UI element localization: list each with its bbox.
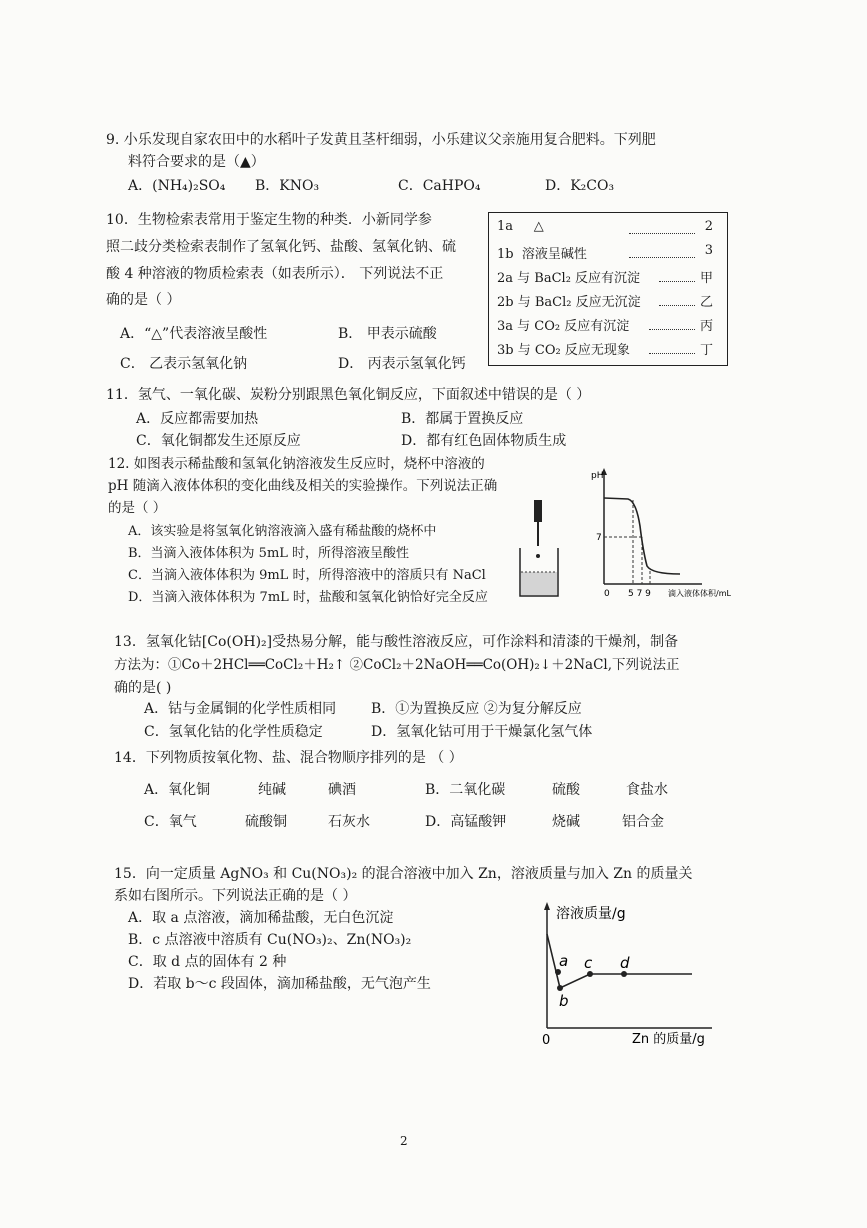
q14-option-a-1: A．氧化铜 xyxy=(144,782,211,798)
q14-option-c-2: 硫酸铜 xyxy=(245,814,287,830)
q15-option-a: A．取 a 点溶液，滴加稀盐酸，无白色沉淀 xyxy=(128,910,394,926)
drop xyxy=(536,554,540,558)
q14-option-c-3: 石灰水 xyxy=(328,814,370,830)
q15-stem-line2: 系如右图所示。下列说法正确的是（ ） xyxy=(114,888,357,904)
page-number: 2 xyxy=(400,1134,408,1148)
q11-option-d: D．都有红色固体物质生成 xyxy=(401,433,567,449)
q12-option-b: B．当滴入液体体积为 5mL 时，所得溶液呈酸性 xyxy=(128,546,410,561)
q10-option-c: C． 乙表示氢氧化钠 xyxy=(120,356,248,372)
y-tick-7: 7 xyxy=(596,533,602,543)
beaker-dropper-illustration xyxy=(514,498,564,602)
q14-option-c-1: C．氧气 xyxy=(144,814,197,830)
q14-option-a-3: 碘酒 xyxy=(328,782,356,798)
q9-option-d: D．K₂CO₃ xyxy=(545,178,615,194)
label-b: b xyxy=(559,992,569,1010)
key-row-1b-result: 3 xyxy=(704,243,713,258)
q15-option-c: C．取 d 点的固体有 2 种 xyxy=(128,954,287,970)
q13-stem-line3: 确的是( ) xyxy=(114,680,172,696)
x-axis-label: 滴入液体体积/mL xyxy=(668,589,731,598)
key-row-1a-result: 2 xyxy=(704,219,713,234)
key-row-1b: 1b 溶液呈碱性 xyxy=(497,247,587,262)
beaker-liquid xyxy=(521,572,557,595)
q12-stem-line2: pH 随滴入液体体积的变化曲线及相关的实验操作。下列说法正确 xyxy=(108,478,498,494)
q10-stem-line2: 照二歧分类检索表制作了氢氧化钙、盐酸、氢氧化钠、硫 xyxy=(106,239,456,255)
q9-stem-line1: 9. 小乐发现自家农田中的水稻叶子发黄且茎杆细弱，小乐建议父亲施用复合肥料。下列肥 xyxy=(106,132,656,148)
q12-option-a: A．该实验是将氢氧化钠溶液滴入盛有稀盐酸的烧杯中 xyxy=(128,524,437,539)
label-d: d xyxy=(620,954,630,972)
x-axis-label: Zn 的质量/g xyxy=(632,1032,705,1047)
q13-option-d: D．氢氧化钴可用于干燥氯化氢气体 xyxy=(371,724,593,740)
q9-option-b: B．KNO₃ xyxy=(255,178,320,194)
y-axis-label: pH xyxy=(591,471,604,481)
q14-option-a-2: 纯碱 xyxy=(258,782,286,798)
key-row-2a-result: 甲 xyxy=(699,271,713,286)
q14-option-d-2: 烧碱 xyxy=(552,814,580,830)
q10-option-b: B． 甲表示硫酸 xyxy=(338,326,437,342)
q11-option-c: C．氧化铜都发生还原反应 xyxy=(136,433,301,449)
q11-stem: 11．氢气、一氧化碳、炭粉分别跟黑色氧化铜反应，下面叙述中错误的是（ ） xyxy=(106,387,591,403)
q10-stem-line3: 酸 4 种溶液的物质检索表（如表所示）． 下列说法不正 xyxy=(106,266,444,282)
solution-mass-graph xyxy=(532,898,732,1052)
q10-option-a: A．“△”代表溶液呈酸性 xyxy=(120,326,268,342)
q13-stem-line1: 13．氢氧化钴[Co(OH)₂]受热易分解，能与酸性溶液反应，可作涂料和清漆的干燥剂，制备 xyxy=(114,634,679,650)
q12-stem-line3: 的是（ ） xyxy=(108,500,167,516)
q15-option-d: D．若取 b～c 段固体，滴加稀盐酸，无气泡产生 xyxy=(128,976,431,992)
q14-option-b-1: B．二氧化碳 xyxy=(425,782,506,798)
dropper-bulb xyxy=(534,500,542,522)
q12-stem-line1: 12. 如图表示稀盐酸和氢氧化钠溶液发生反应时，烧杯中溶液的 xyxy=(108,456,485,472)
key-row-2a: 2a 与 BaCl₂ 反应有沉淀 xyxy=(497,271,641,286)
q9-stem-line2: 料符合要求的是（▲） xyxy=(128,154,265,170)
q10-stem-line1: 10．生物检索表常用于鉴定生物的种类．小新同学参 xyxy=(106,212,432,228)
q14-option-b-3: 食盐水 xyxy=(626,782,668,798)
key-row-3b: 3b 与 CO₂ 反应无现象 xyxy=(497,343,630,358)
origin-label: 0 xyxy=(604,589,610,599)
key-row-3a-result: 丙 xyxy=(699,319,713,334)
q11-option-b: B．都属于置换反应 xyxy=(401,411,524,427)
y-axis-arrow xyxy=(544,902,550,910)
q12-option-c: C．当滴入液体体积为 9mL 时，所得溶液中的溶质只有 NaCl xyxy=(128,568,486,583)
key-row-1a: 1a △ xyxy=(497,219,544,234)
x-tick-labels: 5 7 9 xyxy=(628,589,651,599)
q10-key-table xyxy=(488,212,728,366)
ph-curve-graph xyxy=(590,466,750,600)
origin-label: 0 xyxy=(542,1033,551,1048)
q11-option-a: A．反应都需要加热 xyxy=(136,411,259,427)
key-row-3b-result: 丁 xyxy=(699,343,713,358)
q9-option-c: C．CaHPO₄ xyxy=(398,178,481,194)
q14-stem: 14．下列物质按氧化物、盐、混合物顺序排列的是 （ ） xyxy=(114,750,463,766)
q10-option-d: D． 丙表示氢氧化钙 xyxy=(338,356,466,372)
point-b xyxy=(557,985,563,991)
q14-option-d-1: D．高锰酸钾 xyxy=(425,814,507,830)
key-row-2b: 2b 与 BaCl₂ 反应无沉淀 xyxy=(497,295,641,310)
q13-option-a: A．钴与金属铜的化学性质相同 xyxy=(144,701,337,717)
q14-option-b-2: 硫酸 xyxy=(552,782,580,798)
label-a: a xyxy=(559,952,569,970)
q13-option-b: B．①为置换反应 ②为复分解反应 xyxy=(371,701,582,717)
q9-option-a: A．(NH₄)₂SO₄ xyxy=(128,178,226,194)
q13-option-c: C．氢氧化钴的化学性质稳定 xyxy=(144,724,323,740)
key-row-3a: 3a 与 CO₂ 反应有沉淀 xyxy=(497,319,630,334)
q13-stem-line2: 方法为：①Co＋2HCl══CoCl₂＋H₂↑ ②CoCl₂＋2NaOH══Co(OH)₂↓＋2NaCl,下列说法正 xyxy=(114,657,680,673)
q15-option-b: B．c 点溶液中溶质有 Cu(NO₃)₂、Zn(NO₃)₂ xyxy=(128,932,412,948)
y-axis-label: 溶液质量/g xyxy=(556,906,626,922)
q12-option-d: D．当滴入液体体积为 7mL 时，盐酸和氢氧化钠恰好完全反应 xyxy=(128,590,488,605)
key-row-2b-result: 乙 xyxy=(699,295,713,310)
q10-stem-line4: 确的是（ ） xyxy=(106,292,181,308)
label-c: c xyxy=(584,954,593,972)
q15-stem-line1: 15．向一定质量 AgNO₃ 和 Cu(NO₃)₂ 的混合溶液中加入 Zn，溶液质量与加入 Zn 的质量关 xyxy=(114,866,693,882)
q14-option-d-3: 铝合金 xyxy=(622,814,664,830)
